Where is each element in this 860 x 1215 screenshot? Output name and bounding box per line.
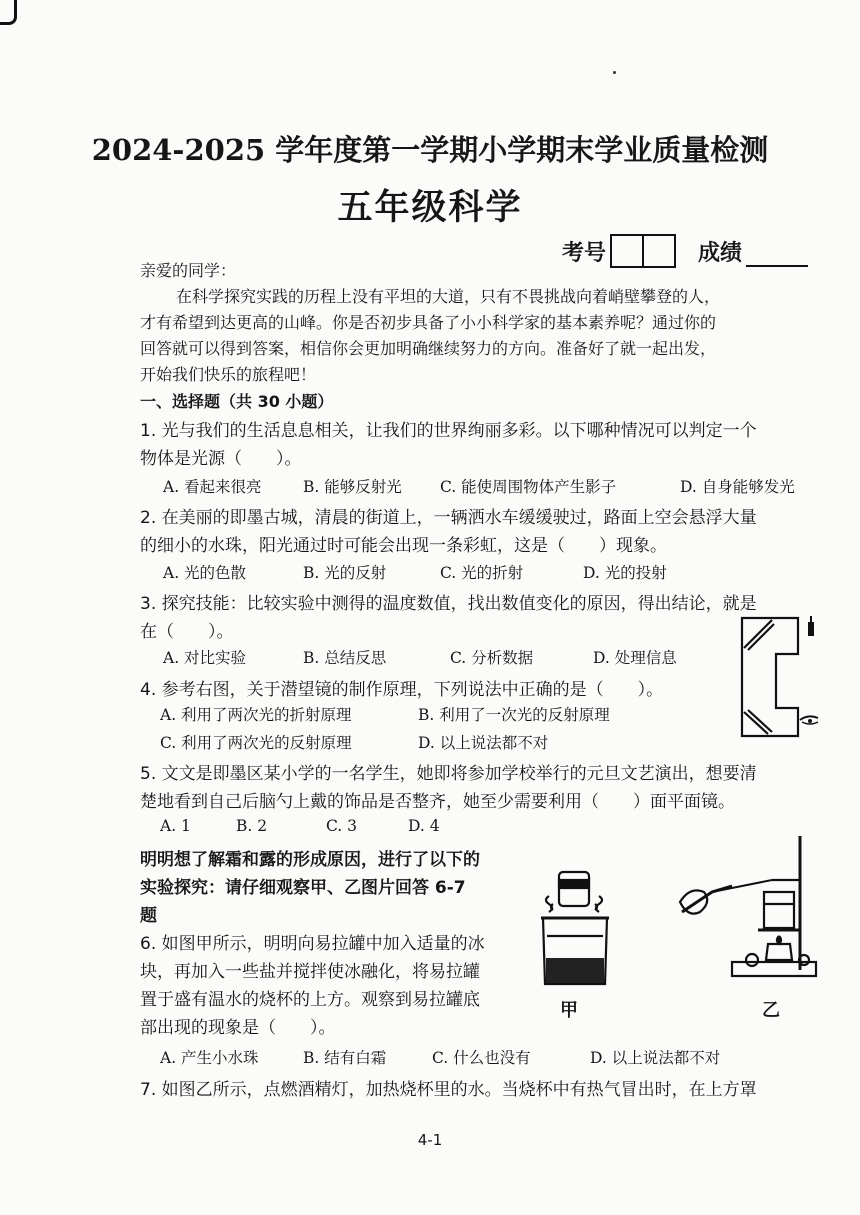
q3-option-d[interactable]: D. 处理信息 bbox=[593, 649, 677, 667]
question-1-line: 物体是光源（ ）。 bbox=[140, 449, 302, 469]
score-field bbox=[698, 236, 808, 267]
alcohol-lamp bbox=[766, 944, 792, 960]
q6-option-b[interactable]: B. 结有白霜 bbox=[303, 1049, 387, 1067]
exam-number-box[interactable] bbox=[610, 234, 644, 268]
exam-subject: 五年级科学 bbox=[337, 187, 523, 228]
q3-option-b[interactable]: B. 总结反思 bbox=[303, 649, 387, 667]
exam-number-label: 考号 bbox=[562, 240, 607, 266]
q6-option-a[interactable]: A. 产生小水珠 bbox=[160, 1049, 259, 1067]
intro-line: 回答就可以得到答案，相信你会更加明确继续努力的方向。准备好了就一起出发， bbox=[140, 339, 717, 358]
q6-option-c[interactable]: C. 什么也没有 bbox=[432, 1049, 531, 1067]
intro-line: 开始我们快乐的旅程吧！ bbox=[140, 365, 317, 384]
exam-number-field bbox=[562, 234, 676, 268]
score-blank[interactable] bbox=[746, 265, 808, 267]
score-label: 成绩 bbox=[698, 241, 743, 266]
q1-option-d[interactable]: D. 自身能够发光 bbox=[680, 478, 795, 496]
scan-speck bbox=[613, 71, 616, 74]
q2-option-b[interactable]: B. 光的反射 bbox=[303, 564, 387, 582]
q2-option-c[interactable]: C. 光的折射 bbox=[440, 564, 524, 582]
periscope-top-mirror bbox=[744, 620, 772, 648]
figure-yi-label: 乙 bbox=[762, 1000, 780, 1021]
q1-option-a[interactable]: A. 看起来很亮 bbox=[163, 478, 262, 496]
q5-option-b[interactable]: B. 2 bbox=[236, 817, 268, 835]
question-7-line: 7. 如图乙所示，点燃酒精灯，加热烧杯里的水。当烧杯中有热气冒出时，在上方罩 bbox=[140, 1080, 757, 1100]
beaker-water bbox=[764, 892, 794, 928]
q4-option-d[interactable]: D. 以上说法都不对 bbox=[418, 734, 549, 752]
q6-option-d[interactable]: D. 以上说法都不对 bbox=[590, 1049, 721, 1067]
q2-option-a[interactable]: A. 光的色散 bbox=[163, 564, 247, 582]
q2-option-d[interactable]: D. 光的投射 bbox=[583, 564, 667, 582]
q1-option-c[interactable]: C. 能使周围物体产生影子 bbox=[440, 478, 617, 496]
periscope-figure bbox=[728, 612, 820, 744]
figure-jia-can-beaker bbox=[535, 866, 615, 996]
exam-title: 2024-2025 学年度第一学期小学期末学业质量检测 bbox=[91, 133, 769, 167]
q5-option-c[interactable]: C. 3 bbox=[326, 817, 358, 835]
question-1-line: 1. 光与我们的生活息息相关，让我们的世界绚丽多彩。以下哪种情况可以判定一个 bbox=[140, 421, 757, 441]
question-3-line: 3. 探究技能：比较实验中测得的温度数值，找出数值变化的原因，得出结论，就是 bbox=[140, 594, 757, 614]
question-6-line: 6. 如图甲所示，明明向易拉罐中加入适量的冰 bbox=[140, 934, 485, 954]
figure-yi-heating-setup bbox=[672, 832, 822, 992]
intro-greeting: 亲爱的同学： bbox=[140, 261, 237, 280]
exam-number-box[interactable] bbox=[644, 234, 676, 268]
q4-option-c[interactable]: C. 利用了两次光的反射原理 bbox=[160, 734, 352, 752]
q4-option-a[interactable]: A. 利用了两次光的折射原理 bbox=[160, 706, 352, 724]
scan-corner-mark bbox=[0, 0, 17, 25]
exam-number-boxes[interactable] bbox=[610, 234, 676, 268]
question-3-line: 在（ ）。 bbox=[140, 622, 234, 642]
question-5-line: 楚地看到自己后脑勺上戴的饰品是否整齐，她至少需要利用（ ）面平面镜。 bbox=[140, 792, 735, 812]
warm-water bbox=[546, 958, 604, 983]
question-6-line: 置于盛有温水的烧杯的上方。观察到易拉罐底 bbox=[140, 990, 480, 1010]
q3-option-a[interactable]: A. 对比实验 bbox=[163, 649, 247, 667]
question-2-line: 的细小的水珠，阳光通过时可能会出现一条彩虹，这是（ ）现象。 bbox=[140, 536, 667, 556]
question-6-line: 块，再加入一些盐并搅拌使冰融化，将易拉罐 bbox=[140, 962, 480, 982]
section-heading: 一、选择题（共 30 小题） bbox=[140, 392, 334, 411]
group-6-7-line: 题 bbox=[140, 906, 157, 926]
q5-option-d[interactable]: D. 4 bbox=[408, 817, 440, 835]
question-4-line: 4. 参考右图，关于潜望镜的制作原理，下列说法中正确的是（ ）。 bbox=[140, 680, 664, 700]
question-2-line: 2. 在美丽的即墨古城，清晨的街道上，一辆洒水车缓缓驶过，路面上空会悬浮大量 bbox=[140, 508, 757, 528]
question-5-line: 5. 文文是即墨区某小学的一名学生，她即将参加学校举行的元旦文艺演出，想要清 bbox=[140, 764, 757, 784]
q1-option-b[interactable]: B. 能够反射光 bbox=[303, 478, 402, 496]
figure-jia-label: 甲 bbox=[560, 1000, 578, 1021]
intro-line: 才有希望到达更高的山峰。你是否初步具备了小小科学家的基本素养呢？通过你的 bbox=[140, 313, 717, 332]
q3-option-c[interactable]: C. 分析数据 bbox=[450, 649, 534, 667]
group-6-7-line: 实验探究：请仔细观察甲、乙图片回答 6-7 bbox=[140, 878, 466, 898]
group-6-7-line: 明明想了解霜和露的形成原因，进行了以下的 bbox=[140, 850, 480, 870]
periscope-bottom-mirror bbox=[744, 712, 768, 734]
intro-line: 在科学探究实践的历程上没有平坦的大道，只有不畏挑战向着峭壁攀登的人， bbox=[176, 287, 721, 306]
q4-option-b[interactable]: B. 利用了一次光的反射原理 bbox=[418, 706, 610, 724]
question-6-line: 部出现的现象是（ ）。 bbox=[140, 1018, 336, 1038]
q5-option-a[interactable]: A. 1 bbox=[160, 817, 191, 835]
page-number: 4-1 bbox=[417, 1131, 443, 1149]
candle-icon bbox=[808, 622, 814, 636]
